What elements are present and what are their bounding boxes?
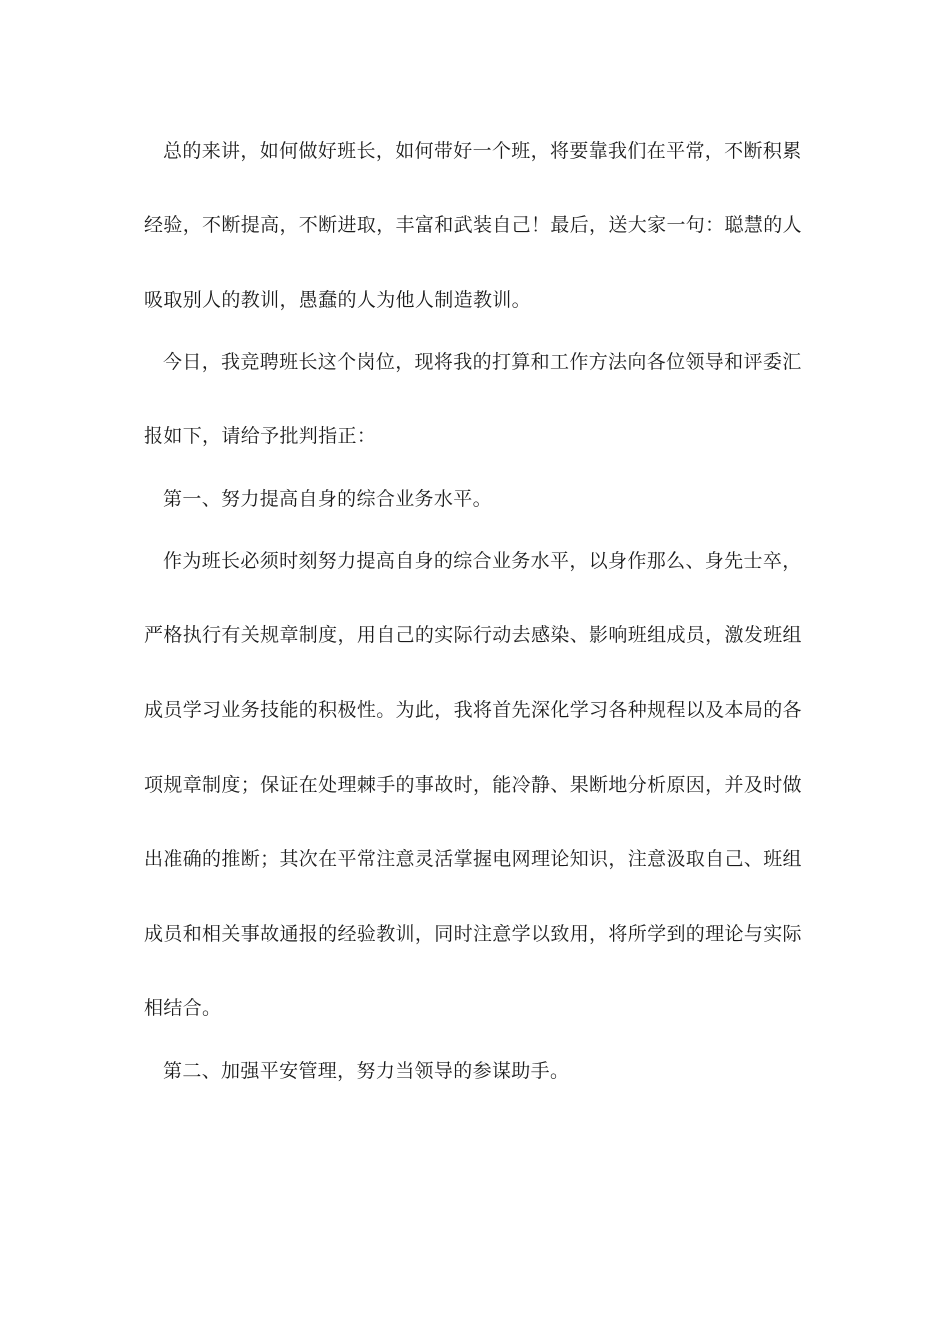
paragraph-1-line-2: 经验，不断提高，不断进取，丰富和武装自己！最后，送大家一句：聪慧的人 bbox=[144, 214, 802, 236]
paragraph-1-line-3: 吸取别人的教训，愚蠢的人为他人制造教训。 bbox=[144, 289, 532, 311]
paragraph-3-line-1: 作为班长必须时刻努力提高自身的综合业务水平，以身作那么、身先士卒， bbox=[163, 550, 802, 572]
paragraph-2-line-1: 今日，我竞聘班长这个岗位，现将我的打算和工作方法向各位领导和评委汇 bbox=[163, 351, 802, 373]
paragraph-3-line-3: 成员学习业务技能的积极性。为此，我将首先深化学习各种规程以及本局的各 bbox=[144, 699, 802, 721]
paragraph-3-line-2: 严格执行有关规章制度，用自己的实际行动去感染、影响班组成员，激发班组 bbox=[144, 624, 802, 646]
paragraph-3-line-5: 出准确的推断；其次在平常注意灵活掌握电网理论知识，注意汲取自己、班组 bbox=[144, 848, 802, 870]
paragraph-1-line-1: 总的来讲，如何做好班长，如何带好一个班，将要靠我们在平常，不断积累 bbox=[163, 140, 802, 162]
paragraph-2-line-2: 报如下，请给予批判指正： bbox=[144, 425, 377, 447]
paragraph-3-line-7: 相结合。 bbox=[144, 997, 222, 1019]
paragraph-3-line-6: 成员和相关事故通报的经验教训，同时注意学以致用，将所学到的理论与实际 bbox=[144, 923, 802, 945]
section-heading-1: 第一、努力提高自身的综合业务水平。 bbox=[163, 488, 492, 510]
paragraph-3-line-4: 项规章制度；保证在处理棘手的事故时，能冷静、果断地分析原因，并及时做 bbox=[144, 774, 802, 796]
section-heading-2: 第二、加强平安管理，努力当领导的参谋助手。 bbox=[163, 1060, 570, 1082]
